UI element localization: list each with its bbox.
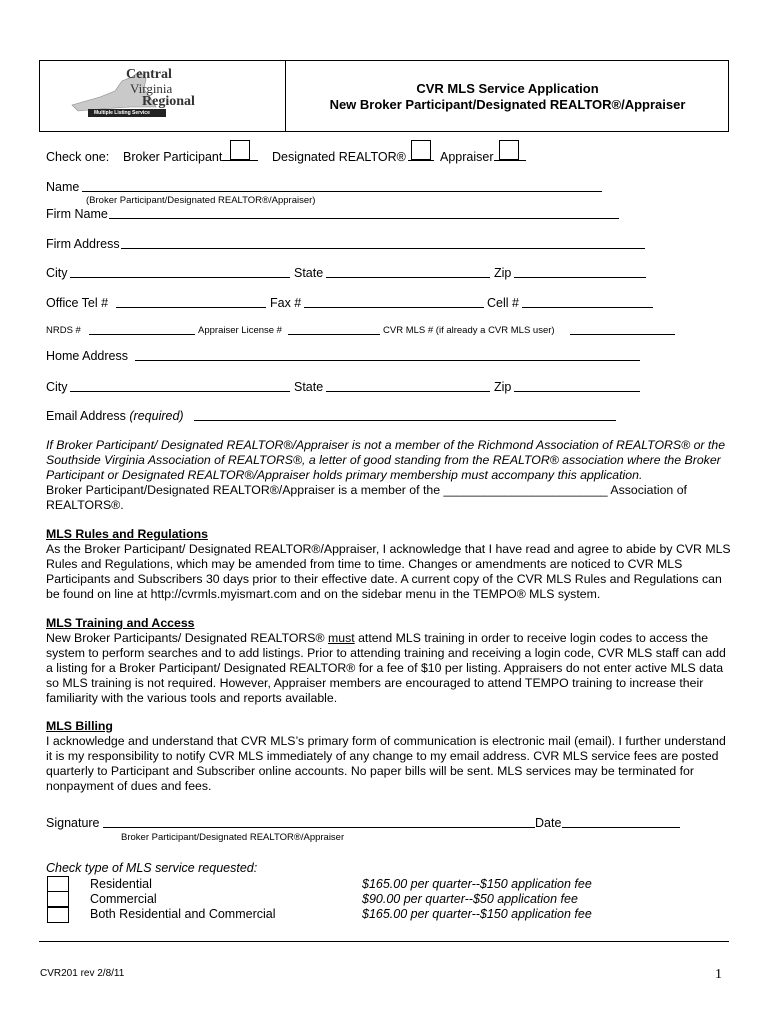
designated-realtor-label: Designated REALTOR® bbox=[272, 150, 406, 164]
home-address-label: Home Address bbox=[46, 349, 128, 363]
firm-name-label: Firm Name bbox=[46, 207, 108, 221]
header-box bbox=[39, 60, 729, 132]
footer-divider bbox=[39, 941, 729, 942]
date-input[interactable] bbox=[562, 816, 680, 828]
revision-label: CVR201 rev 2/8/11 bbox=[40, 968, 125, 979]
state-label: State bbox=[294, 266, 324, 280]
logo-text-central: Central bbox=[126, 67, 172, 82]
signature-input[interactable] bbox=[103, 816, 535, 828]
billing-section bbox=[46, 719, 731, 794]
name-label: Name bbox=[46, 180, 80, 194]
fax-label: Fax # bbox=[270, 296, 302, 310]
firm-address-label: Firm Address bbox=[46, 237, 120, 251]
city2-input[interactable] bbox=[70, 380, 290, 392]
both-checkbox[interactable] bbox=[47, 907, 69, 923]
residential-checkbox[interactable] bbox=[47, 876, 69, 892]
residential-price: $165.00 per quarter--$150 application fee bbox=[362, 877, 592, 891]
training-body-a: New Broker Participants/ Designated REALTORS® bbox=[46, 631, 325, 645]
cvr-mls-label: CVR MLS # (if already a CVR MLS user) bbox=[383, 325, 555, 336]
appraiser-checkbox[interactable] bbox=[494, 140, 526, 160]
header-divider bbox=[285, 61, 286, 131]
fax-input[interactable] bbox=[304, 296, 484, 308]
rules-section bbox=[46, 527, 731, 602]
zip-input[interactable] bbox=[514, 266, 646, 278]
cvr-logo bbox=[70, 67, 200, 125]
zip-label: Zip bbox=[494, 266, 512, 280]
nrds-label: NRDS # bbox=[46, 325, 81, 336]
membership-note: If Broker Participant/ Designated REALTOR®/Appraiser is not a member of the Richmond Association of REALTORS® or the Southside Virginia Association of REALTORS®, a letter of good standing from the REALTOR® association where the Broker Participant or Designated REALTOR®/Appraiser holds primary membership must accompany this application. bbox=[46, 438, 726, 482]
commercial-checkbox[interactable] bbox=[47, 891, 69, 907]
membership-statement bbox=[46, 483, 731, 513]
cvr-mls-input[interactable] bbox=[570, 325, 675, 335]
association-input[interactable]: ________________________ bbox=[443, 483, 608, 497]
name-hint: (Broker Participant/Designated REALTOR®/Appraiser) bbox=[86, 195, 316, 206]
state2-label: State bbox=[294, 380, 324, 394]
firm-address-input[interactable] bbox=[121, 237, 645, 249]
training-must: must bbox=[328, 631, 355, 645]
both-label: Both Residential and Commercial bbox=[90, 907, 276, 921]
home-address-input[interactable] bbox=[135, 349, 640, 361]
city-input[interactable] bbox=[70, 266, 290, 278]
name-input[interactable] bbox=[82, 180, 602, 192]
zip2-label: Zip bbox=[494, 380, 512, 394]
logo-text-virginia: Virginia bbox=[130, 81, 173, 96]
commercial-label: Commercial bbox=[90, 892, 157, 906]
rules-body: As the Broker Participant/ Designated REALTOR®/Appraiser, I acknowledge that I have read and agree to abide by CVR MLS Rules and Regulations, which may be amended from time to time. Changes or amendments are noticed to CVR MLS Participants and Subscribers 30 days prior to their effective date. A current copy of the CVR MLS Rules and Regulations can be found on line at http://cvrmls.myismart.com and on the sidebar menu in the TEMPO® MLS system. bbox=[46, 542, 731, 601]
training-section bbox=[46, 616, 731, 706]
training-body-b: attend MLS training in order to receive login codes to access the system to perform searches and to add listings. Prior to attending training and receiving a login code, CVR MLS staff can add a listing for a Broker Participant/ Designated REALTOR® for a fee of $10 per listing. Appraisers do not enter active MLS data so MLS training is not required. However, Appraiser members are encouraged to attend TEMPO training to increase their familiarity with the various tools and reports available. bbox=[46, 631, 726, 705]
cell-label: Cell # bbox=[487, 296, 519, 310]
commercial-price: $90.00 per quarter--$50 application fee bbox=[362, 892, 578, 906]
cell-input[interactable] bbox=[522, 296, 653, 308]
firm-name-input[interactable] bbox=[109, 207, 619, 219]
page-title: CVR MLS Service Application bbox=[416, 81, 599, 96]
zip2-input[interactable] bbox=[514, 380, 640, 392]
logo-text-regional: Regional bbox=[142, 94, 195, 109]
nrds-input[interactable] bbox=[89, 325, 195, 335]
billing-body: I acknowledge and understand that CVR MLS’s primary form of communication is electronic mail (email). I further understand it is my responsibility to notify CVR MLS immediately of any change to my email address. CVR MLS service fees are posted quarterly to Participant and Subscriber online accounts. No paper bills will be sent. MLS services may be terminated for nonpayment of dues and fees. bbox=[46, 734, 726, 793]
page-number: 1 bbox=[715, 967, 722, 982]
email-label-text: Email Address bbox=[46, 409, 126, 423]
membership-text-a: Broker Participant/Designated REALTOR®/Appraiser is a member of the bbox=[46, 483, 441, 497]
city-label: City bbox=[46, 266, 68, 280]
check-one-label: Check one: bbox=[46, 150, 110, 164]
residential-label: Residential bbox=[90, 877, 152, 891]
logo-text-mls: Multiple Listing Service bbox=[94, 110, 150, 116]
broker-participant-label: Broker Participant bbox=[123, 150, 223, 164]
appraiser-label: Appraiser bbox=[440, 150, 494, 164]
signature-hint: Broker Participant/Designated REALTOR®/Appraiser bbox=[121, 832, 345, 843]
membership-text-b: Association of REALTORS®. bbox=[46, 483, 687, 512]
service-heading: Check type of MLS service requested: bbox=[46, 861, 258, 875]
training-heading: MLS Training and Access bbox=[46, 616, 195, 630]
city2-label: City bbox=[46, 380, 68, 394]
state-input[interactable] bbox=[326, 266, 490, 278]
date-label: Date bbox=[535, 816, 562, 830]
email-input[interactable] bbox=[194, 409, 616, 421]
broker-participant-checkbox[interactable] bbox=[222, 140, 258, 160]
appraiser-license-input[interactable] bbox=[288, 325, 380, 335]
designated-realtor-checkbox[interactable] bbox=[408, 140, 434, 160]
training-body bbox=[46, 631, 731, 706]
office-tel-label: Office Tel # bbox=[46, 296, 109, 310]
billing-heading: MLS Billing bbox=[46, 719, 113, 733]
appraiser-license-label: Appraiser License # bbox=[198, 325, 282, 336]
state2-input[interactable] bbox=[326, 380, 490, 392]
page-subtitle: New Broker Participant/Designated REALTOR®/Appraiser bbox=[329, 97, 686, 112]
signature-label: Signature bbox=[46, 816, 100, 830]
rules-heading: MLS Rules and Regulations bbox=[46, 527, 208, 541]
email-label bbox=[46, 409, 184, 423]
both-price: $165.00 per quarter--$150 application fee bbox=[362, 907, 592, 921]
office-tel-input[interactable] bbox=[116, 296, 266, 308]
email-required-text: (required) bbox=[129, 409, 184, 423]
